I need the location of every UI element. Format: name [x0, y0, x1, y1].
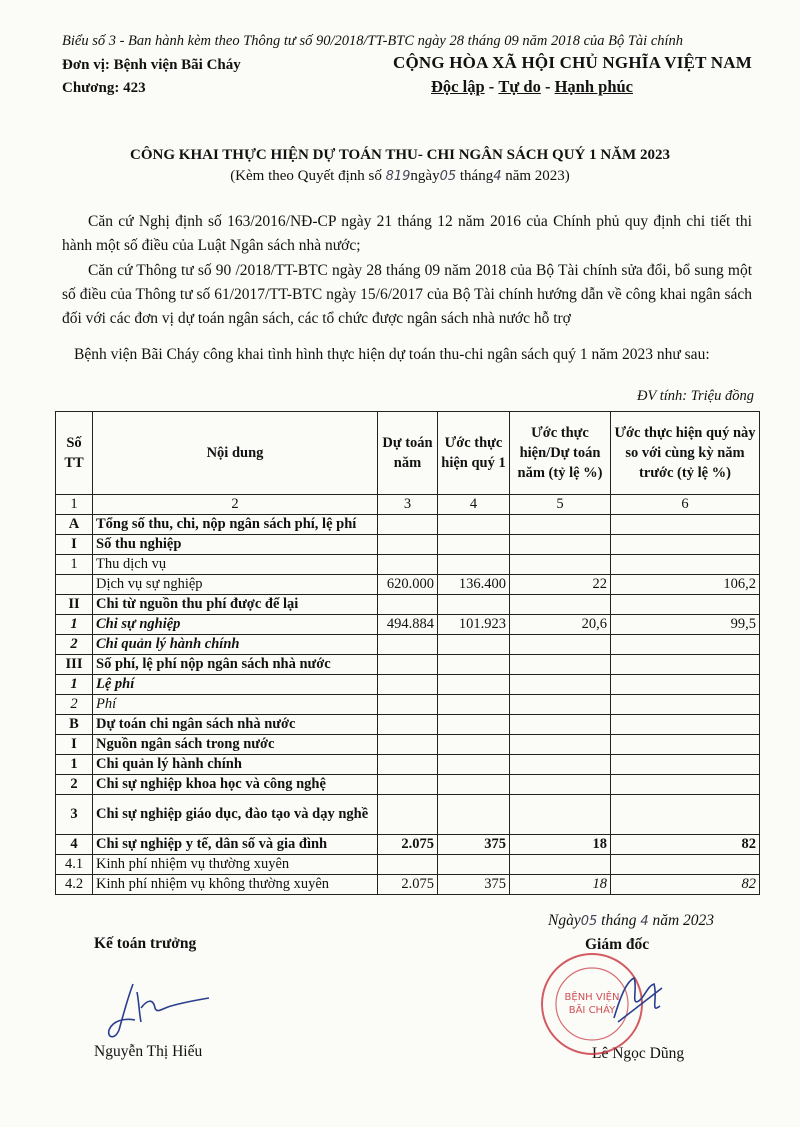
q1-estimate-cell: 375 — [438, 875, 510, 895]
official-seal — [522, 948, 672, 1058]
annual-estimate-cell — [378, 555, 438, 575]
decision-day: 05 — [439, 169, 457, 184]
content-cell: Chi từ nguồn thu phí được để lại — [93, 595, 378, 615]
q1-estimate-cell — [438, 595, 510, 615]
header-ratio-annual: Ước thực hiện/Dự toán năm (tỷ lệ %) — [510, 412, 611, 495]
content-cell: Nguồn ngân sách trong nước — [93, 735, 378, 755]
q1-estimate-cell: 375 — [438, 835, 510, 855]
motto-part-1: Độc lập — [431, 77, 485, 96]
annual-estimate-cell — [378, 795, 438, 835]
table-row — [56, 675, 760, 695]
seal-text: BỆNH VIỆN — [564, 992, 620, 1003]
motto-part-2: Tự do — [498, 77, 541, 96]
ratio-prev-year-cell — [611, 755, 760, 775]
subtitle-prefix: (Kèm theo Quyết định số — [230, 168, 382, 184]
ratio-annual-cell — [510, 535, 611, 555]
table-row — [56, 535, 760, 555]
annual-estimate-cell — [378, 755, 438, 775]
q1-estimate-cell — [438, 795, 510, 835]
stt-cell: 3 — [56, 795, 93, 835]
ratio-prev-year-cell — [611, 695, 760, 715]
content-cell: Số phí, lệ phí nộp ngân sách nhà nước — [93, 655, 378, 675]
motto-part-3: Hạnh phúc — [554, 77, 634, 96]
content-cell: Chi sự nghiệp giáo dục, đào tạo và dạy nghề — [93, 795, 378, 835]
stt-cell: 2 — [56, 635, 93, 655]
table-row — [56, 695, 760, 715]
motto-separator: - — [540, 77, 555, 96]
index-cell: 5 — [510, 495, 611, 515]
decision-month: 4 — [493, 169, 502, 184]
stt-cell: 4.1 — [56, 855, 93, 875]
content-cell: Chi quản lý hành chính — [93, 635, 378, 655]
content-cell: Dịch vụ sự nghiệp — [93, 575, 378, 595]
q1-estimate-cell — [438, 635, 510, 655]
q1-estimate-cell — [438, 755, 510, 775]
ratio-annual-cell — [510, 795, 611, 835]
q1-estimate-cell — [438, 555, 510, 575]
content-cell: Số thu nghiệp — [93, 535, 378, 555]
content-cell: Tổng số thu, chi, nộp ngân sách phí, lệ phí — [93, 515, 378, 535]
content-cell: Kinh phí nhiệm vụ không thường xuyên — [93, 875, 378, 895]
table-row — [56, 575, 760, 595]
unit-note: ĐV tính: Triệu đồng — [637, 388, 754, 404]
annual-estimate-cell — [378, 855, 438, 875]
ratio-prev-year-cell — [611, 655, 760, 675]
stt-cell: 4.2 — [56, 875, 93, 895]
annual-estimate-cell — [378, 515, 438, 535]
ratio-annual-cell — [510, 695, 611, 715]
index-cell: 3 — [378, 495, 438, 515]
index-cell: 1 — [56, 495, 93, 515]
ratio-annual-cell: 20,6 — [510, 615, 611, 635]
content-cell: Phí — [93, 695, 378, 715]
annual-estimate-cell — [378, 675, 438, 695]
table-row — [56, 635, 760, 655]
q1-estimate-cell — [438, 855, 510, 875]
q1-estimate-cell — [438, 535, 510, 555]
annual-estimate-cell: 494.884 — [378, 615, 438, 635]
annual-estimate-cell — [378, 635, 438, 655]
ratio-annual-cell — [510, 515, 611, 535]
stt-cell: 2 — [56, 775, 93, 795]
annual-estimate-cell — [378, 655, 438, 675]
annual-estimate-cell — [378, 695, 438, 715]
stt-cell: II — [56, 595, 93, 615]
q1-estimate-cell — [438, 735, 510, 755]
ratio-prev-year-cell — [611, 795, 760, 835]
sign-month-label: tháng — [601, 912, 637, 929]
legal-basis-paragraph: Căn cứ Thông tư số 90 /2018/TT-BTC ngày 28 tháng 09 năm 2018 của Bộ Tài chính sửa đổi, bổ sung một số điều của Thông tư số 61/2017/TT-BTC ngày 15/6/2017 của Bộ Tài chính hướng dẫn về công khai ngân sách đối với các đơn vị dự toán ngân sách, các tổ chức được ngân sách nhà nước hỗ trợ — [62, 262, 752, 327]
table-row — [56, 795, 760, 835]
ratio-prev-year-cell — [611, 735, 760, 755]
ratio-annual-cell — [510, 555, 611, 575]
accountant-signature — [105, 978, 215, 1048]
q1-estimate-cell — [438, 695, 510, 715]
stt-cell: I — [56, 535, 93, 555]
annual-estimate-cell: 2.075 — [378, 835, 438, 855]
nation-heading: CỘNG HÒA XÃ HỘI CHỦ NGHĨA VIỆT NAM — [393, 53, 752, 72]
ratio-annual-cell — [510, 675, 611, 695]
index-row — [56, 495, 760, 515]
header-content: Nội dung — [93, 412, 378, 495]
header-annual-estimate: Dự toán năm — [378, 412, 438, 495]
ratio-annual-cell: 18 — [510, 875, 611, 895]
table-row — [56, 735, 760, 755]
content-cell: Dự toán chi ngân sách nhà nước — [93, 715, 378, 735]
index-cell: 4 — [438, 495, 510, 515]
sign-date — [548, 912, 714, 930]
q1-estimate-cell — [438, 775, 510, 795]
stt-cell: 1 — [56, 555, 93, 575]
q1-estimate-cell: 101.923 — [438, 615, 510, 635]
intro-paragraph: Bệnh viện Bãi Cháy công khai tình hình thực hiện dự toán thu-chi ngân sách quý 1 năm 2023 như sau: — [74, 346, 710, 363]
ratio-annual-cell — [510, 715, 611, 735]
table-row — [56, 595, 760, 615]
decision-number: 819 — [385, 169, 411, 184]
director-title: Giám đốc — [585, 936, 650, 953]
index-cell: 6 — [611, 495, 760, 515]
ratio-prev-year-cell: 82 — [611, 875, 760, 895]
ratio-prev-year-cell — [611, 555, 760, 575]
stt-cell: I — [56, 735, 93, 755]
q1-estimate-cell — [438, 675, 510, 695]
ratio-annual-cell — [510, 855, 611, 875]
stt-cell: 2 — [56, 695, 93, 715]
q1-estimate-cell — [438, 515, 510, 535]
table-row — [56, 615, 760, 635]
legal-basis-paragraph: Căn cứ Nghị định số 163/2016/NĐ-CP ngày 21 tháng 12 năm 2016 của Chính phủ quy định chi tiết thi hành một số điều của Luật Ngân sách nhà nước; — [62, 213, 752, 254]
header-ratio-prev-year: Ước thực hiện quý này so với cùng kỳ năm trước (tỷ lệ %) — [611, 412, 760, 495]
table-row — [56, 875, 760, 895]
ratio-annual-cell — [510, 775, 611, 795]
annual-estimate-cell — [378, 735, 438, 755]
content-cell: Chi quản lý hành chính — [93, 755, 378, 775]
ratio-prev-year-cell — [611, 535, 760, 555]
director-name: Lê Ngọc Dũng — [592, 1045, 685, 1062]
content-cell: Chi sự nghiệp y tế, dân số và gia đình — [93, 835, 378, 855]
content-cell: Lệ phí — [93, 675, 378, 695]
ratio-prev-year-cell: 106,2 — [611, 575, 760, 595]
ratio-annual-cell: 18 — [510, 835, 611, 855]
table-row — [56, 775, 760, 795]
ratio-prev-year-cell — [611, 855, 760, 875]
table-row — [56, 715, 760, 735]
ratio-prev-year-cell: 99,5 — [611, 615, 760, 635]
ratio-prev-year-cell — [611, 595, 760, 615]
q1-estimate-cell: 136.400 — [438, 575, 510, 595]
sign-month: 4 — [640, 914, 649, 929]
ratio-prev-year-cell — [611, 515, 760, 535]
q1-estimate-cell — [438, 655, 510, 675]
annual-estimate-cell — [378, 715, 438, 735]
form-reference: Biểu số 3 - Ban hành kèm theo Thông tư số 90/2018/TT-BTC ngày 28 tháng 09 năm 2018 của Bộ Tài chính — [62, 33, 684, 49]
stt-cell — [56, 575, 93, 595]
ratio-annual-cell — [510, 595, 611, 615]
ratio-annual-cell — [510, 735, 611, 755]
table-row — [56, 515, 760, 535]
ratio-annual-cell — [510, 635, 611, 655]
subtitle-month-label: tháng — [459, 168, 494, 184]
sign-day: 05 — [580, 914, 598, 929]
content-cell: Chi sự nghiệp — [93, 615, 378, 635]
ratio-prev-year-cell — [611, 635, 760, 655]
ratio-prev-year-cell: 82 — [611, 835, 760, 855]
header-q1-estimate: Ước thực hiện quý 1 — [438, 412, 510, 495]
unit-name: Đơn vị: Bệnh viện Bãi Cháy — [62, 57, 241, 73]
annual-estimate-cell: 2.075 — [378, 875, 438, 895]
table-row — [56, 855, 760, 875]
stt-cell: 1 — [56, 675, 93, 695]
ratio-prev-year-cell — [611, 775, 760, 795]
annual-estimate-cell — [378, 775, 438, 795]
annual-estimate-cell — [378, 595, 438, 615]
sign-date-prefix: Ngày — [548, 912, 581, 929]
header-stt: Số TT — [56, 412, 93, 495]
accountant-title: Kế toán trưởng — [94, 935, 197, 952]
annual-estimate-cell — [378, 535, 438, 555]
ratio-prev-year-cell — [611, 715, 760, 735]
motto-separator: - — [484, 77, 499, 96]
table-row — [56, 835, 760, 855]
budget-table — [55, 411, 760, 895]
content-cell: Kinh phí nhiệm vụ thường xuyên — [93, 855, 378, 875]
index-cell: 2 — [93, 495, 378, 515]
ratio-annual-cell — [510, 755, 611, 775]
stt-cell: III — [56, 655, 93, 675]
seal-text: BÃI CHÁY — [568, 1005, 616, 1016]
document-title: CÔNG KHAI THỰC HIỆN DỰ TOÁN THU- CHI NGÂN SÁCH QUÝ 1 NĂM 2023 — [130, 147, 670, 163]
table-row — [56, 555, 760, 575]
stt-cell: A — [56, 515, 93, 535]
stt-cell: 1 — [56, 615, 93, 635]
accountant-name: Nguyễn Thị Hiếu — [94, 1043, 203, 1060]
national-motto — [431, 77, 633, 97]
sign-year: năm 2023 — [652, 912, 715, 929]
ratio-annual-cell: 22 — [510, 575, 611, 595]
subtitle-year: năm 2023) — [505, 168, 570, 184]
content-cell: Thu dịch vụ — [93, 555, 378, 575]
stt-cell: 4 — [56, 835, 93, 855]
document-subtitle — [0, 168, 800, 185]
content-cell: Chi sự nghiệp khoa học và công nghệ — [93, 775, 378, 795]
q1-estimate-cell — [438, 715, 510, 735]
table-row — [56, 755, 760, 775]
ratio-prev-year-cell — [611, 675, 760, 695]
stt-cell: 1 — [56, 755, 93, 775]
subtitle-day-label: ngày — [410, 168, 440, 184]
stt-cell: B — [56, 715, 93, 735]
annual-estimate-cell: 620.000 — [378, 575, 438, 595]
table-row — [56, 655, 760, 675]
chapter-code: Chương: 423 — [62, 80, 146, 96]
ratio-annual-cell — [510, 655, 611, 675]
